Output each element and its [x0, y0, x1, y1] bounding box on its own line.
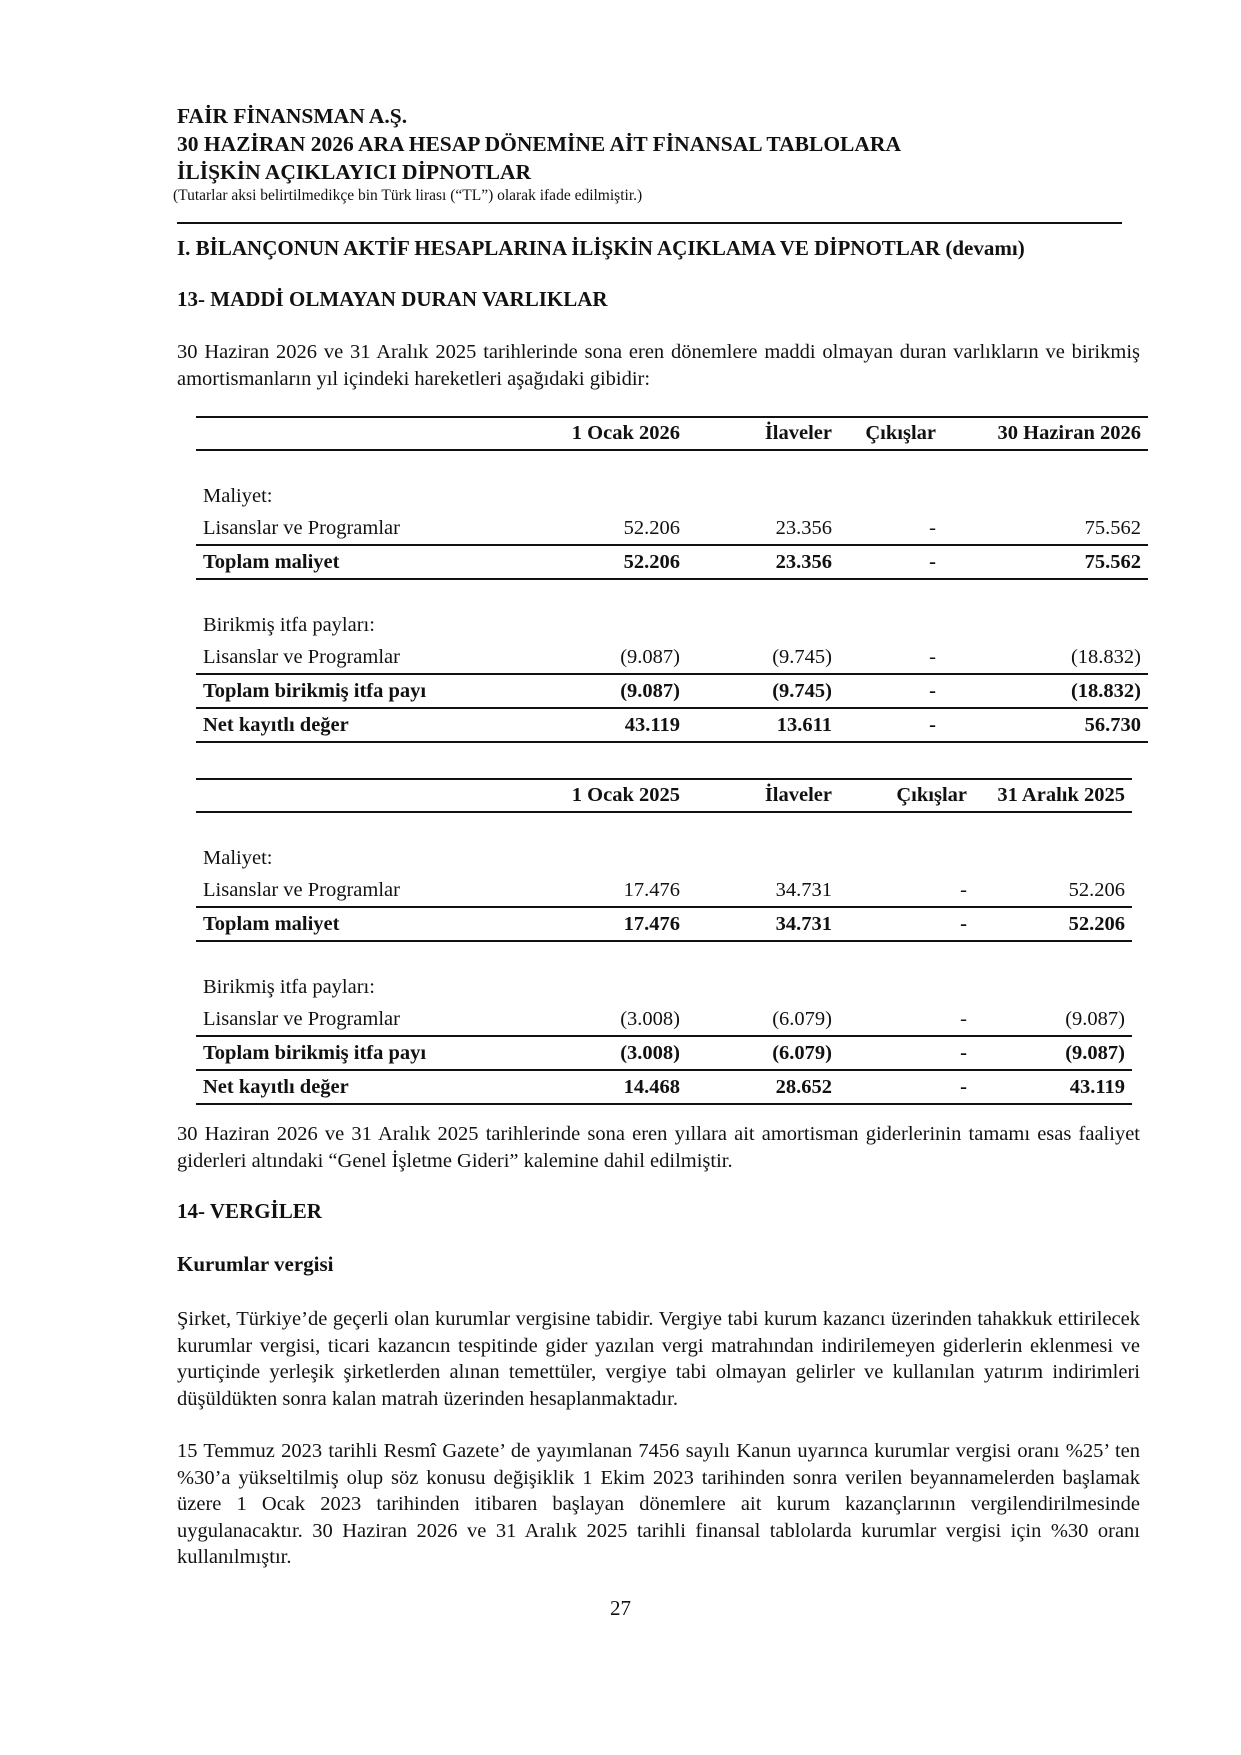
- header-cell: 30 Haziran 2026: [943, 417, 1148, 450]
- table-row: [196, 512, 1148, 545]
- cost-title-row: [196, 842, 1132, 874]
- value-cell: 34.731: [687, 874, 839, 907]
- total-row: [196, 907, 1132, 941]
- value-cell: -: [839, 641, 943, 674]
- value-cell: 56.730: [943, 708, 1148, 742]
- value-cell: 52.206: [974, 874, 1132, 907]
- header-cell: Çıkışlar: [839, 779, 974, 812]
- net-value-row: [196, 708, 1148, 742]
- value-cell: 43.119: [974, 1070, 1132, 1104]
- value-cell: 28.652: [687, 1070, 839, 1104]
- value-cell: (3.008): [524, 1036, 687, 1070]
- value-cell: (9.087): [524, 674, 687, 708]
- row-label: Lisanslar ve Programlar: [196, 512, 524, 545]
- value-cell: 17.476: [524, 907, 687, 941]
- spacer-row: [196, 812, 1132, 842]
- header-cell: 1 Ocak 2025: [524, 779, 687, 812]
- value-cell: (6.079): [687, 1003, 839, 1036]
- value-cell: (9.745): [687, 641, 839, 674]
- company-name: FAİR FİNANSMAN A.Ş.: [177, 104, 408, 128]
- cost-title: Maliyet:: [203, 484, 273, 507]
- report-title-line1: 30 HAZİRAN 2026 ARA HESAP DÖNEMİNE AİT FİNANSAL TABLOLARA: [177, 132, 901, 156]
- note14-title: 14- VERGİLER: [177, 1199, 322, 1223]
- header-cell: 1 Ocak 2026: [524, 417, 687, 450]
- amort-title: Birikmiş itfa payları:: [203, 613, 375, 636]
- value-cell: 75.562: [943, 545, 1148, 579]
- total-row: [196, 545, 1148, 579]
- note14-paragraph-2: 15 Temmuz 2023 tarihli Resmî Gazete’ de yayımlanan 7456 sayılı Kanun uyarınca kurumlar vergisi oranı %25’ ten %30’a yükseltilmiş olup söz konusu değişiklik 1 Ekim 2023 tarihinden sonra verilen beyannamelerden başlamak üzere 1 Ocak 2023 tarihinden itibaren başlayan dönemlere ait kurum kazançlarının vergilendirilmesinde uygulanacaktır. 30 Haziran 2026 ve 31 Aralık 2025 tarihli finansal tablolarda kurumlar vergisi için %30 oranı kullanılmıştır.: [177, 1440, 1140, 1568]
- note13-intro: 30 Haziran 2026 ve 31 Aralık 2025 tarihlerinde sona eren dönemlere maddi olmayan duran varlıkların ve birikmiş amortismanların yıl içindeki hareketleri aşağıdaki gibidir:: [177, 341, 1140, 390]
- amort-title: Birikmiş itfa payları:: [203, 975, 375, 998]
- value-cell: 14.468: [524, 1070, 687, 1104]
- table-row: [196, 641, 1148, 674]
- value-cell: (9.087): [524, 641, 687, 674]
- value-cell: 17.476: [524, 874, 687, 907]
- value-cell: 23.356: [687, 512, 839, 545]
- value-cell: (9.745): [687, 674, 839, 708]
- value-cell: (3.008): [524, 1003, 687, 1036]
- row-label: Lisanslar ve Programlar: [196, 641, 524, 674]
- total-row: [196, 674, 1148, 708]
- table-row: [196, 1003, 1132, 1036]
- table-header-row: [196, 417, 1148, 450]
- row-label: Lisanslar ve Programlar: [196, 874, 524, 907]
- section-heading: I. BİLANÇONUN AKTİF HESAPLARINA İLİŞKİN AÇIKLAMA VE DİPNOTLAR (devamı): [177, 236, 1025, 260]
- value-cell: (9.087): [974, 1003, 1132, 1036]
- row-label: Toplam maliyet: [196, 907, 524, 941]
- value-cell: -: [839, 1070, 974, 1104]
- total-row: [196, 1036, 1132, 1070]
- header-cell: 31 Aralık 2025: [974, 779, 1132, 812]
- value-cell: (6.079): [687, 1036, 839, 1070]
- note13-footnote: 30 Haziran 2026 ve 31 Aralık 2025 tarihlerinde sona eren yıllara ait amortisman giderlerinin tamamı esas faaliyet giderleri altındaki “Genel İşletme Gideri” kalemine dahil edilmiştir.: [177, 1123, 1140, 1172]
- header-cell: İlaveler: [687, 779, 839, 812]
- row-label: Lisanslar ve Programlar: [196, 1003, 524, 1036]
- value-cell: -: [839, 512, 943, 545]
- note14-subtitle: Kurumlar vergisi: [177, 1252, 334, 1276]
- table-header-row: [196, 779, 1132, 812]
- value-cell: 52.206: [974, 907, 1132, 941]
- spacer-row: [196, 941, 1132, 971]
- value-cell: -: [839, 545, 943, 579]
- amort-title-row: [196, 971, 1132, 1003]
- value-cell: 34.731: [687, 907, 839, 941]
- value-cell: 23.356: [687, 545, 839, 579]
- value-cell: (18.832): [943, 641, 1148, 674]
- header-cell: [196, 779, 524, 812]
- value-cell: 13.611: [687, 708, 839, 742]
- value-cell: -: [839, 907, 974, 941]
- amort-title-row: [196, 609, 1148, 641]
- row-label: Net kayıtlı değer: [196, 708, 524, 742]
- value-cell: -: [839, 1036, 974, 1070]
- value-cell: 75.562: [943, 512, 1148, 545]
- value-cell: -: [839, 1003, 974, 1036]
- value-cell: (18.832): [943, 674, 1148, 708]
- header-cell: İlaveler: [687, 417, 839, 450]
- value-cell: -: [839, 708, 943, 742]
- table-row: [196, 874, 1132, 907]
- report-title-line2: İLİŞKİN AÇIKLAYICI DİPNOTLAR: [177, 160, 532, 184]
- value-cell: 52.206: [524, 512, 687, 545]
- value-cell: 43.119: [524, 708, 687, 742]
- row-label: Toplam maliyet: [196, 545, 524, 579]
- value-cell: 52.206: [524, 545, 687, 579]
- cost-title-row: [196, 480, 1148, 512]
- header-cell: Çıkışlar: [839, 417, 943, 450]
- net-value-row: [196, 1070, 1132, 1104]
- row-label: Net kayıtlı değer: [196, 1070, 524, 1104]
- intangibles-table-2025: [196, 778, 1132, 1105]
- page-number: 27: [610, 1596, 631, 1620]
- note13-title: 13- MADDİ OLMAYAN DURAN VARLIKLAR: [177, 287, 608, 311]
- header-cell: [196, 417, 524, 450]
- spacer-row: [196, 450, 1148, 480]
- cost-title: Maliyet:: [203, 846, 273, 869]
- document-header: [173, 102, 1127, 206]
- value-cell: -: [839, 674, 943, 708]
- report-subtitle: (Tutarlar aksi belirtilmedikçe bin Türk lirası (“TL”) olarak ifade edilmiştir.): [173, 187, 643, 204]
- value-cell: (9.087): [974, 1036, 1132, 1070]
- spacer-row: [196, 579, 1148, 609]
- value-cell: -: [839, 874, 974, 907]
- row-label: Toplam birikmiş itfa payı: [196, 1036, 524, 1070]
- intangibles-table-2026: [196, 416, 1148, 743]
- row-label: Toplam birikmiş itfa payı: [196, 674, 524, 708]
- header-divider: [177, 222, 1122, 224]
- note14-paragraph-1: Şirket, Türkiye’de geçerli olan kurumlar vergisine tabidir. Vergiye tabi kurum kazancı üzerinden tahakkuk ettirilecek kurumlar vergisi, ticari kazancın tespitinde gider yazılan vergi matrahından indirilemeyen giderlerin eklenmesi ve yurtiçinde yerleşik şirketlerden alınan temettüler, vergiye tabi olmayan gelirler ve kullanılan yatırım indirimleri düşüldükten sonra kalan matrah üzerinden hesaplanmaktadır.: [177, 1308, 1140, 1410]
